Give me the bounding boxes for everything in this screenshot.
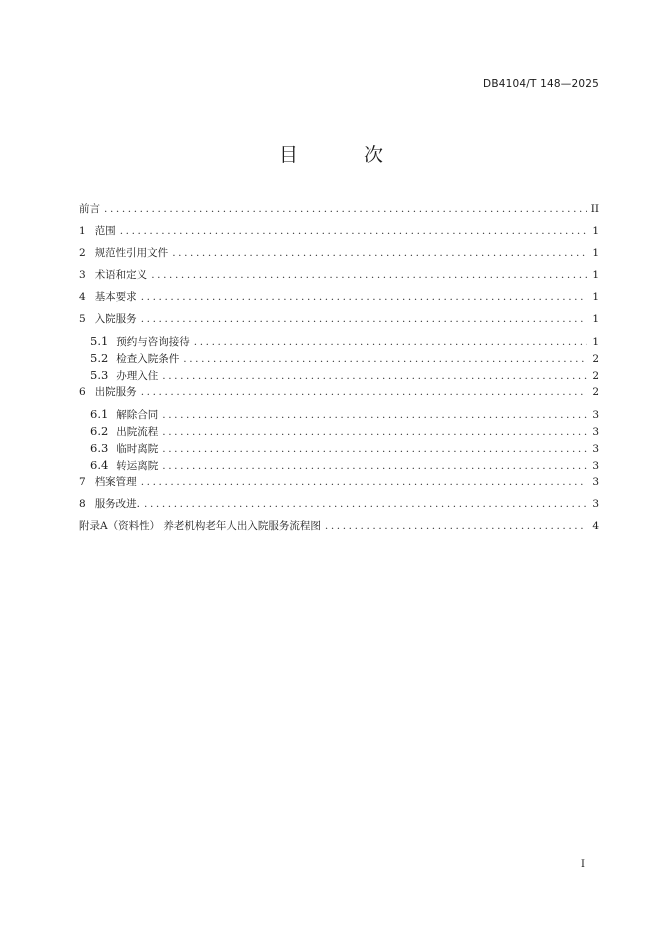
toc-entry-label: 基本要求 <box>94 291 137 303</box>
toc-entry-label: 范围 <box>94 225 116 237</box>
toc-subentry[interactable] <box>79 367 599 384</box>
toc-entry-number: 1 <box>79 225 86 237</box>
toc-entry-label: 办理入住 <box>116 370 159 382</box>
toc-entry-page: 3 <box>592 409 599 421</box>
toc-dot-leader <box>141 289 587 305</box>
toc-entry-number: 6.4 <box>90 458 109 472</box>
toc-entry-label: 服务改进. <box>94 498 141 510</box>
toc-subentry[interactable] <box>79 406 599 423</box>
toc-entry-page: 2 <box>592 353 599 365</box>
toc-entry-page: 2 <box>592 386 599 398</box>
toc-entry-number: 5.2 <box>90 351 109 365</box>
toc-entry[interactable] <box>79 223 599 245</box>
toc-entry-page: 2 <box>592 370 599 382</box>
toc-entry-page: 1 <box>592 336 599 348</box>
toc-entry-page: 3 <box>592 443 599 455</box>
toc-entry[interactable] <box>79 518 599 540</box>
toc-dot-leader <box>141 311 587 327</box>
toc-entry-page: 3 <box>592 498 599 510</box>
toc-entry-number: 8 <box>79 498 86 510</box>
table-of-contents <box>79 201 599 540</box>
toc-entry-number: 6.2 <box>90 424 109 438</box>
toc-entry-number: 6.3 <box>90 441 109 455</box>
toc-entry-page: 1 <box>592 269 599 281</box>
toc-dot-leader <box>162 458 587 474</box>
toc-dot-leader <box>120 223 587 239</box>
toc-dot-leader <box>144 496 587 512</box>
toc-entry[interactable] <box>79 289 599 311</box>
toc-entry[interactable] <box>79 245 599 267</box>
toc-entry[interactable] <box>79 201 599 223</box>
toc-entry-label: 前言 <box>79 203 100 215</box>
toc-entry[interactable] <box>79 496 599 518</box>
toc-dot-leader <box>183 351 587 367</box>
toc-entry-label: 出院流程 <box>116 426 159 438</box>
toc-entry-number: 5.1 <box>90 334 109 348</box>
toc-subentry[interactable] <box>79 333 599 350</box>
toc-entry-number: 6 <box>79 386 86 398</box>
toc-entry-number: 5.3 <box>90 368 109 382</box>
toc-dot-leader <box>162 407 587 423</box>
toc-entry-number: 4 <box>79 291 86 303</box>
toc-entry-label: 档案管理 <box>94 476 137 488</box>
toc-entry-label: 解除合同 <box>116 409 159 421</box>
toc-entry-label: 预约与咨询接待 <box>116 336 190 348</box>
toc-entry-number: 6.1 <box>90 407 109 421</box>
toc-dot-leader <box>151 267 587 283</box>
toc-entry[interactable] <box>79 267 599 289</box>
toc-entry-label: 检查入院条件 <box>116 353 180 365</box>
toc-entry-number: 7 <box>79 476 86 488</box>
document-code: DB4104/T 148—2025 <box>483 78 599 90</box>
toc-entry-number: 2 <box>79 247 86 259</box>
toc-entry-page: 1 <box>592 291 599 303</box>
toc-dot-leader <box>172 245 587 261</box>
toc-entry-page: 3 <box>592 460 599 472</box>
toc-entry-page: 3 <box>592 426 599 438</box>
toc-entry-label: 出院服务 <box>94 386 137 398</box>
toc-entry-label: 临时离院 <box>116 443 159 455</box>
toc-dot-leader <box>325 518 587 534</box>
toc-dot-leader <box>141 384 587 400</box>
toc-entry[interactable] <box>79 384 599 406</box>
toc-subentry[interactable] <box>79 457 599 474</box>
toc-entry-label: 术语和定义 <box>94 269 148 281</box>
toc-dot-leader <box>162 441 587 457</box>
toc-entry-label: 规范性引用文件 <box>94 247 169 259</box>
toc-entry-number: 5 <box>79 313 86 325</box>
toc-entry-label: 附录A（资料性） 养老机构老年人出入院服务流程图 <box>79 520 321 532</box>
toc-dot-leader <box>194 334 587 350</box>
page-number: I <box>581 859 585 870</box>
toc-entry-page: 1 <box>592 225 599 237</box>
toc-entry-page: 1 <box>592 247 599 259</box>
toc-dot-leader <box>162 424 587 440</box>
toc-entry-page: 1 <box>592 313 599 325</box>
toc-entry-label: 入院服务 <box>94 313 137 325</box>
toc-title: 目 次 <box>278 144 414 166</box>
toc-entry-label: 转运离院 <box>116 460 159 472</box>
toc-subentry[interactable] <box>79 440 599 457</box>
toc-subentry[interactable] <box>79 423 599 440</box>
toc-subentry[interactable] <box>79 350 599 367</box>
toc-entry-page: 4 <box>592 520 599 532</box>
toc-dot-leader <box>104 201 587 217</box>
toc-entry[interactable] <box>79 311 599 333</box>
toc-entry-page: 3 <box>592 476 599 488</box>
toc-dot-leader <box>141 474 587 490</box>
toc-dot-leader <box>162 368 587 384</box>
toc-entry-page: II <box>590 203 599 215</box>
toc-entry-number: 3 <box>79 269 86 281</box>
toc-entry[interactable] <box>79 474 599 496</box>
